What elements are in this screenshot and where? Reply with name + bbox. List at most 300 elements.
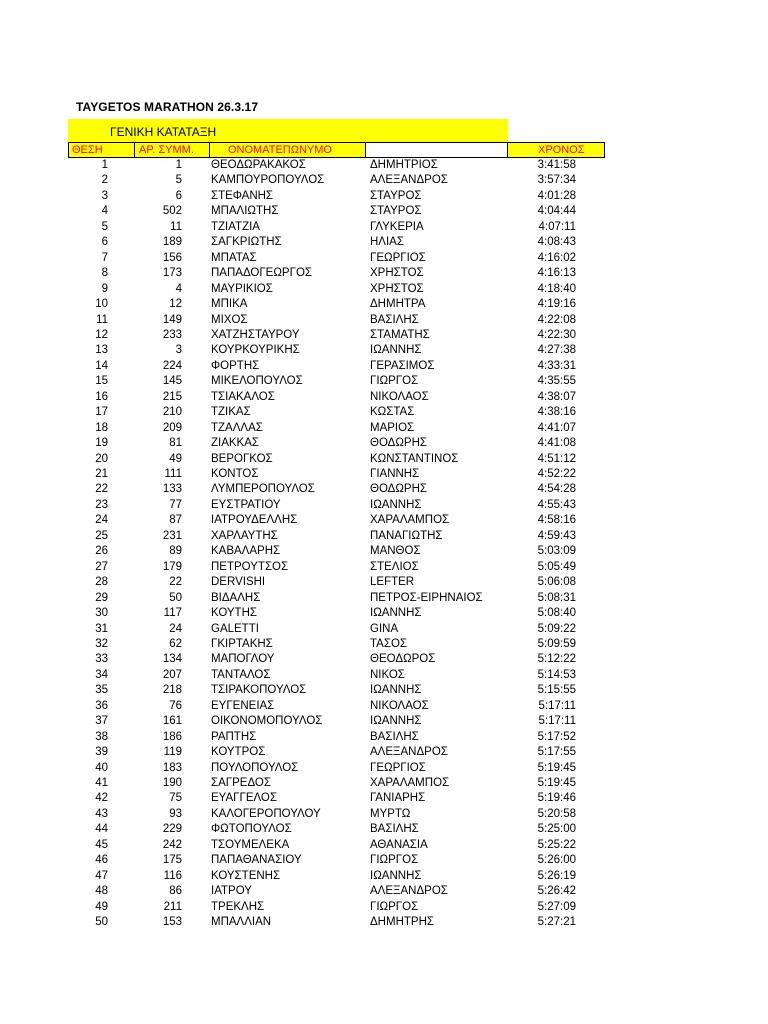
cell-position: 38 (95, 730, 108, 743)
cell-time: 4:52:22 (537, 468, 576, 480)
cell-bib: 161 (162, 715, 182, 728)
cell-position: 31 (95, 622, 108, 635)
cell-last-name: ΤΖΙΑΤΖΙΑ (211, 220, 260, 233)
cell-time: 5:26:19 (537, 869, 576, 882)
table-row (0, 884, 768, 899)
cell-bib: 76 (169, 699, 182, 712)
cell-first-name: ΔΗΜΗΤΡΙΟΣ (370, 159, 438, 171)
cell-position: 30 (95, 607, 108, 620)
table-row (0, 869, 768, 884)
table-row (0, 761, 768, 776)
cell-first-name: ΔΗΜΗΤΡΑ (370, 298, 426, 311)
cell-bib: 224 (162, 359, 182, 372)
cell-last-name: ΣΑΓΚΡΙΩΤΗΣ (211, 236, 282, 249)
cell-first-name: ΓΑΝΙΑΡΗΣ (370, 792, 426, 805)
table-row (0, 328, 768, 343)
cell-last-name: ΣΤΕΦΑΝΗΣ (211, 189, 274, 202)
cell-bib: 134 (162, 653, 182, 666)
cell-last-name: ΤΣΟΥΜΕΛΕΚΑ (211, 838, 290, 851)
cell-first-name: ΓΛΥΚΕΡΙΑ (370, 220, 424, 233)
cell-time: 4:38:07 (537, 390, 576, 403)
cell-time: 4:41:07 (537, 421, 576, 434)
cell-position: 2 (101, 174, 108, 187)
cell-last-name: ΜΠΙΚΑ (211, 298, 248, 311)
cell-bib: 117 (163, 607, 182, 620)
cell-last-name: ΚΟΥΣΤΕΝΗΣ (211, 869, 281, 882)
cell-first-name: ΑΛΕΞΑΝΔΡΟΣ (370, 746, 448, 759)
cell-first-name: ΚΩΝΣΤΑΝΤΙΝΟΣ (370, 452, 459, 465)
table-row (0, 498, 768, 513)
cell-time: 4:16:02 (537, 251, 576, 264)
table-row (0, 189, 768, 204)
cell-time: 4:27:38 (537, 344, 576, 357)
cell-time: 4:08:43 (537, 236, 576, 249)
cell-position: 7 (101, 251, 108, 264)
table-row (0, 699, 768, 714)
cell-position: 44 (95, 823, 108, 836)
cell-last-name: ΤΣΙΡΑΚΟΠΟΥΛΟΣ (211, 684, 307, 697)
cell-last-name: ΖΙΑΚΚΑΣ (211, 437, 260, 450)
cell-bib: 24 (169, 622, 182, 635)
table-row (0, 900, 768, 915)
cell-position: 20 (95, 452, 108, 465)
cell-last-name: ΚΟΥΤΡΟΣ (211, 746, 266, 759)
cell-time: 5:27:21 (537, 916, 576, 929)
cell-last-name: ΡΑΠΤΗΣ (211, 730, 257, 743)
cell-first-name: ΗΛΙΑΣ (370, 236, 404, 249)
cell-bib: 87 (169, 514, 182, 527)
cell-position: 19 (95, 437, 108, 450)
table-header (68, 142, 604, 158)
cell-bib: 186 (162, 730, 182, 743)
cell-last-name: ΤΣΙΑΚΑΛΟΣ (211, 390, 275, 403)
table-row (0, 591, 768, 606)
cell-bib: 6 (175, 189, 182, 202)
cell-bib: 75 (169, 792, 182, 805)
cell-position: 3 (101, 189, 108, 202)
cell-bib: 4 (175, 282, 182, 295)
cell-bib: 502 (162, 205, 182, 218)
table-row (0, 374, 768, 389)
cell-first-name: ΓΙΩΡΓΟΣ (370, 854, 419, 867)
cell-position: 25 (95, 529, 108, 542)
cell-time: 3:41:58 (537, 159, 576, 171)
cell-bib: 77 (169, 498, 182, 511)
cell-last-name: ΦΟΡΤΗΣ (211, 359, 260, 372)
cell-first-name: ΓΕΡΑΣΙΜΟΣ (370, 359, 435, 372)
cell-position: 45 (95, 838, 108, 851)
cell-bib: 156 (162, 251, 182, 264)
cell-position: 1 (101, 159, 108, 171)
cell-last-name: ΜΑΥΡΙΚΙΟΣ (211, 282, 273, 295)
cell-bib: 81 (169, 437, 182, 450)
table-row (0, 390, 768, 405)
cell-last-name: GALETTI (211, 622, 259, 635)
cell-time: 5:05:49 (537, 560, 576, 573)
cell-last-name: ΓΚΙΡΤΑΚΗΣ (211, 637, 273, 650)
header-position-label: ΘΕΣΗ (72, 144, 103, 156)
cell-time: 5:19:45 (537, 761, 576, 774)
cell-time: 5:12:22 (537, 653, 576, 666)
cell-position: 49 (95, 900, 108, 913)
table-row (0, 482, 768, 497)
cell-time: 4:51:12 (537, 452, 576, 465)
cell-bib: 190 (162, 777, 182, 789)
cell-time: 5:17:11 (538, 699, 576, 712)
table-row (0, 730, 768, 745)
cell-time: 5:08:31 (537, 591, 576, 604)
cell-position: 41 (95, 777, 108, 789)
table-row (0, 776, 768, 791)
cell-bib: 12 (169, 298, 182, 311)
cell-position: 14 (95, 359, 108, 372)
cell-bib: 49 (169, 452, 182, 465)
cell-position: 11 (96, 313, 108, 326)
cell-position: 29 (95, 591, 108, 604)
table-row (0, 467, 768, 482)
cell-position: 23 (95, 498, 108, 511)
cell-position: 50 (95, 916, 108, 929)
table-row (0, 606, 768, 621)
cell-position: 40 (95, 761, 108, 774)
cell-time: 5:25:22 (537, 838, 576, 851)
cell-last-name: ΧΑΤΖΗΣΤΑΥΡΟΥ (211, 328, 300, 341)
cell-time: 5:17:11 (538, 715, 576, 728)
cell-last-name: DERVISHI (211, 576, 266, 589)
cell-time: 5:09:22 (537, 622, 576, 635)
cell-last-name: ΜΠΑΛΛΙΑΝ (211, 916, 272, 929)
header-name-label: ΟΝΟΜΑΤΕΠΩΝΥΜΟ (228, 144, 332, 156)
cell-time: 4:35:55 (537, 375, 576, 388)
table-row (0, 915, 768, 930)
cell-position: 17 (95, 406, 108, 419)
cell-bib: 183 (162, 761, 182, 774)
cell-time: 4:59:43 (537, 529, 576, 542)
header-position (68, 142, 135, 158)
document-title: TAYGETOS MARATHON 26.3.17 (76, 100, 259, 114)
table-row (0, 560, 768, 575)
cell-last-name: ΕΥΑΓΓΕΛΟΣ (211, 792, 277, 805)
header-bib (134, 142, 210, 158)
cell-position: 34 (95, 668, 108, 681)
cell-time: 4:01:28 (537, 189, 576, 202)
cell-first-name: ΧΑΡΑΛΑΜΠΟΣ (370, 514, 450, 527)
cell-time: 5:06:08 (537, 576, 576, 589)
cell-time: 4:54:28 (537, 483, 576, 496)
cell-time: 5:26:42 (537, 885, 576, 898)
cell-first-name: ΜΑΝΘΟΣ (370, 545, 421, 558)
cell-position: 13 (95, 344, 108, 357)
table-row (0, 513, 768, 528)
table-row (0, 714, 768, 729)
cell-time: 4:55:43 (537, 498, 576, 511)
cell-position: 26 (95, 545, 108, 558)
cell-position: 36 (95, 699, 108, 712)
cell-position: 47 (95, 869, 108, 882)
cell-first-name: ΘΟΔΩΡΗΣ (370, 483, 428, 496)
cell-first-name: ΝΙΚΟΣ (370, 668, 405, 681)
cell-last-name: ΠΟΥΛΟΠΟΥΛΟΣ (211, 761, 299, 774)
cell-position: 37 (95, 715, 108, 728)
table-row (0, 282, 768, 297)
cell-first-name: GINA (370, 622, 399, 635)
cell-first-name: ΧΡΗΣΤΟΣ (370, 267, 424, 280)
cell-first-name: ΙΩΑΝΝΗΣ (370, 607, 422, 620)
cell-position: 33 (95, 653, 108, 666)
header-bib-label: ΑΡ. ΣΥΜΜ. (139, 144, 194, 156)
table-row (0, 683, 768, 698)
cell-first-name: ΝΙΚΟΛΑΟΣ (370, 390, 429, 403)
cell-bib: 5 (175, 174, 182, 187)
cell-time: 5:15:55 (537, 684, 576, 697)
cell-position: 12 (95, 328, 108, 341)
table-row (0, 622, 768, 637)
cell-bib: 149 (162, 313, 182, 326)
header-time (507, 142, 605, 158)
cell-last-name: ΚΑΒΑΛΑΡΗΣ (211, 545, 281, 558)
table-row (0, 204, 768, 219)
cell-time: 4:33:31 (537, 359, 576, 372)
cell-last-name: ΜΙΚΕΛΟΠΟΥΛΟΣ (211, 375, 303, 388)
cell-position: 35 (95, 684, 108, 697)
table-row (0, 405, 768, 420)
cell-bib: 89 (169, 545, 182, 558)
cell-first-name: LEFTER (370, 576, 415, 589)
cell-first-name: ΠΑΝΑΓΙΩΤΗΣ (370, 529, 443, 542)
table-row (0, 529, 768, 544)
table-row (0, 668, 768, 683)
cell-bib: 119 (163, 746, 182, 759)
cell-last-name: ΤΖΑΛΛΑΣ (211, 421, 263, 434)
cell-first-name: ΣΤΑΜΑΤΗΣ (370, 328, 430, 341)
cell-last-name: ΚΑΛΟΓΕΡΟΠΟΥΛΟΥ (211, 807, 321, 820)
cell-time: 5:25:00 (537, 823, 576, 836)
table-row (0, 745, 768, 760)
cell-first-name: ΓΙΩΡΓΟΣ (370, 900, 419, 913)
table-row (0, 220, 768, 235)
cell-bib: 116 (163, 869, 182, 882)
cell-bib: 189 (162, 236, 182, 249)
cell-first-name: ΧΡΗΣΤΟΣ (370, 282, 424, 295)
cell-last-name: ΧΑΡΛΑΥΤΗΣ (211, 529, 278, 542)
cell-bib: 210 (162, 406, 182, 419)
cell-first-name: ΜΑΡΙΟΣ (370, 421, 415, 434)
cell-time: 4:22:08 (537, 313, 576, 326)
table-row (0, 791, 768, 806)
cell-last-name: ΚΟΥΡΚΟΥΡΙΚΗΣ (211, 344, 300, 357)
cell-position: 6 (101, 236, 108, 249)
cell-position: 4 (101, 205, 108, 218)
cell-last-name: ΚΟΝΤΟΣ (211, 468, 259, 480)
cell-time: 4:16:13 (537, 267, 576, 280)
cell-last-name: ΠΑΠΑΔΟΓΕΩΡΓΟΣ (211, 267, 312, 280)
cell-position: 10 (95, 298, 108, 311)
cell-position: 24 (95, 514, 108, 527)
cell-position: 16 (95, 390, 108, 403)
cell-last-name: ΕΥΓΕΝΕΙΑΣ (211, 699, 275, 712)
cell-last-name: ΚΑΜΠΟΥΡΟΠΟΥΛΟΣ (211, 174, 325, 187)
cell-time: 5:20:58 (537, 807, 576, 820)
cell-first-name: ΙΩΑΝΝΗΣ (370, 715, 422, 728)
table-row (0, 359, 768, 374)
cell-first-name: ΑΛΕΞΑΝΔΡΟΣ (370, 885, 448, 898)
cell-bib: 231 (162, 529, 182, 542)
cell-time: 4:04:44 (537, 205, 576, 218)
table-row (0, 158, 768, 173)
cell-last-name: ΟΙΚΟΝΟΜΟΠΟΥΛΟΣ (211, 715, 323, 728)
cell-bib: 173 (162, 267, 182, 280)
cell-bib: 207 (162, 668, 182, 681)
cell-time: 4:18:40 (537, 282, 576, 295)
cell-time: 4:38:16 (537, 406, 576, 419)
table-row (0, 544, 768, 559)
cell-bib: 86 (169, 885, 182, 898)
cell-first-name: ΑΛΕΞΑΝΔΡΟΣ (370, 174, 448, 187)
cell-first-name: ΜΥΡΤΩ (370, 807, 411, 820)
cell-bib: 175 (162, 854, 182, 867)
cell-last-name: ΜΠΑΛΙΩΤΗΣ (211, 205, 279, 218)
cell-bib: 242 (162, 838, 182, 851)
cell-bib: 3 (175, 344, 182, 357)
cell-time: 4:07:11 (538, 220, 576, 233)
cell-last-name: ΣΑΓΡΕΔΟΣ (211, 777, 271, 789)
cell-position: 8 (101, 267, 108, 280)
cell-time: 5:17:55 (537, 746, 576, 759)
cell-last-name: ΙΑΤΡΟΥ (211, 885, 252, 898)
cell-position: 46 (95, 854, 108, 867)
table-row (0, 822, 768, 837)
cell-bib: 153 (162, 916, 182, 929)
cell-last-name: ΒΙΔΑΛΗΣ (211, 591, 261, 604)
cell-position: 18 (95, 421, 108, 434)
table-row (0, 652, 768, 667)
cell-first-name: ΘΟΔΩΡΗΣ (370, 437, 428, 450)
cell-time: 4:19:16 (537, 298, 576, 311)
cell-first-name: ΒΑΣΙΛΗΣ (370, 730, 419, 743)
cell-time: 4:58:16 (537, 514, 576, 527)
cell-position: 42 (95, 792, 108, 805)
cell-first-name: ΝΙΚΟΛΑΟΣ (370, 699, 429, 712)
header-name (209, 142, 366, 158)
cell-last-name: ΙΑΤΡΟΥΔΕΛΛΗΣ (211, 514, 298, 527)
cell-time: 3:57:34 (537, 174, 576, 187)
cell-position: 27 (95, 560, 108, 573)
cell-last-name: ΤΡΕΚΛΗΣ (211, 900, 265, 913)
cell-time: 5:09:59 (537, 637, 576, 650)
cell-first-name: ΣΤΕΛΙΟΣ (370, 560, 419, 573)
cell-time: 5:19:45 (537, 777, 576, 789)
cell-last-name: ΜΙΧΟΣ (211, 313, 248, 326)
cell-last-name: ΤΖΙΚΑΣ (211, 406, 251, 419)
cell-first-name: ΣΤΑΥΡΟΣ (370, 189, 422, 202)
cell-position: 5 (101, 220, 108, 233)
cell-bib: 229 (162, 823, 182, 836)
cell-bib: 215 (162, 390, 182, 403)
banner-label: ΓΕΝΙΚΗ ΚΑΤΑΤΑΞΗ (110, 125, 217, 139)
cell-position: 15 (95, 375, 108, 388)
cell-time: 4:41:08 (537, 437, 576, 450)
cell-time: 5:08:40 (537, 607, 576, 620)
cell-first-name: ΧΑΡΑΛΑΜΠΟΣ (370, 777, 450, 789)
cell-last-name: ΒΕΡΟΓΚΟΣ (211, 452, 273, 465)
cell-time: 5:26:00 (537, 854, 576, 867)
cell-last-name: ΘΕΟΔΩΡΑΚΑΚΟΣ (211, 159, 306, 171)
cell-last-name: ΚΟΥΤΗΣ (211, 607, 257, 620)
cell-first-name: ΚΩΣΤΑΣ (370, 406, 415, 419)
cell-first-name: ΙΩΑΝΝΗΣ (370, 869, 422, 882)
table-row (0, 436, 768, 451)
cell-first-name: ΓΕΩΡΓΙΟΣ (370, 251, 426, 264)
cell-first-name: ΠΕΤΡΟΣ-ΕΙΡΗΝΑΙΟΣ (370, 591, 483, 604)
cell-first-name: ΔΗΜΗΤΡΗΣ (370, 916, 434, 929)
cell-bib: 50 (169, 591, 182, 604)
cell-bib: 218 (162, 684, 182, 697)
cell-bib: 93 (169, 807, 182, 820)
cell-first-name: ΒΑΣΙΛΗΣ (370, 823, 419, 836)
cell-first-name: ΣΤΑΥΡΟΣ (370, 205, 422, 218)
cell-position: 39 (95, 746, 108, 759)
cell-position: 21 (95, 468, 108, 480)
table-row (0, 838, 768, 853)
cell-last-name: ΠΑΠΑΘΑΝΑΣΙΟΥ (211, 854, 302, 867)
cell-bib: 145 (162, 375, 182, 388)
cell-first-name: ΓΙΩΡΓΟΣ (370, 375, 419, 388)
cell-time: 5:19:46 (537, 792, 576, 805)
cell-bib: 11 (170, 220, 182, 233)
cell-position: 22 (95, 483, 108, 496)
table-row (0, 807, 768, 822)
cell-time: 5:14:53 (537, 668, 576, 681)
cell-first-name: ΓΕΩΡΓΙΟΣ (370, 761, 426, 774)
cell-position: 48 (95, 885, 108, 898)
cell-last-name: ΛΥΜΠΕΡΟΠΟΥΛΟΣ (211, 483, 315, 496)
cell-time: 5:17:52 (537, 730, 576, 743)
cell-last-name: ΠΕΤΡΟΥΤΣΟΣ (211, 560, 289, 573)
cell-bib: 133 (162, 483, 182, 496)
cell-last-name: ΜΑΠΟΓΛΟΥ (211, 653, 275, 666)
table-row (0, 251, 768, 266)
cell-first-name: ΙΩΑΝΝΗΣ (370, 498, 422, 511)
table-row (0, 853, 768, 868)
cell-position: 32 (95, 637, 108, 650)
table-row (0, 235, 768, 250)
cell-first-name: ΓΙΑΝΝΗΣ (370, 468, 420, 480)
table-row (0, 266, 768, 281)
table-row (0, 575, 768, 590)
cell-time: 5:03:09 (537, 545, 576, 558)
table-row (0, 452, 768, 467)
cell-first-name: ΘΕΟΔΩΡΟΣ (370, 653, 436, 666)
cell-last-name: ΤΑΝΤΑΛΟΣ (211, 668, 271, 681)
cell-position: 43 (95, 807, 108, 820)
cell-first-name: ΙΩΑΝΝΗΣ (370, 684, 422, 697)
cell-position: 9 (101, 282, 108, 295)
ranking-banner (68, 119, 508, 143)
cell-bib: 1 (175, 159, 182, 171)
cell-bib: 179 (162, 560, 182, 573)
table-row (0, 173, 768, 188)
cell-last-name: ΜΠΑΤΑΣ (211, 251, 257, 264)
table-row (0, 343, 768, 358)
cell-last-name: ΕΥΣΤΡΑΤΙΟΥ (211, 498, 281, 511)
cell-bib: 233 (162, 328, 182, 341)
cell-first-name: ΙΩΑΝΝΗΣ (370, 344, 422, 357)
cell-last-name: ΦΩΤΟΠΟΥΛΟΣ (211, 823, 292, 836)
header-blank (365, 142, 508, 158)
cell-bib: 111 (164, 468, 182, 480)
table-row (0, 637, 768, 652)
table-row (0, 297, 768, 312)
